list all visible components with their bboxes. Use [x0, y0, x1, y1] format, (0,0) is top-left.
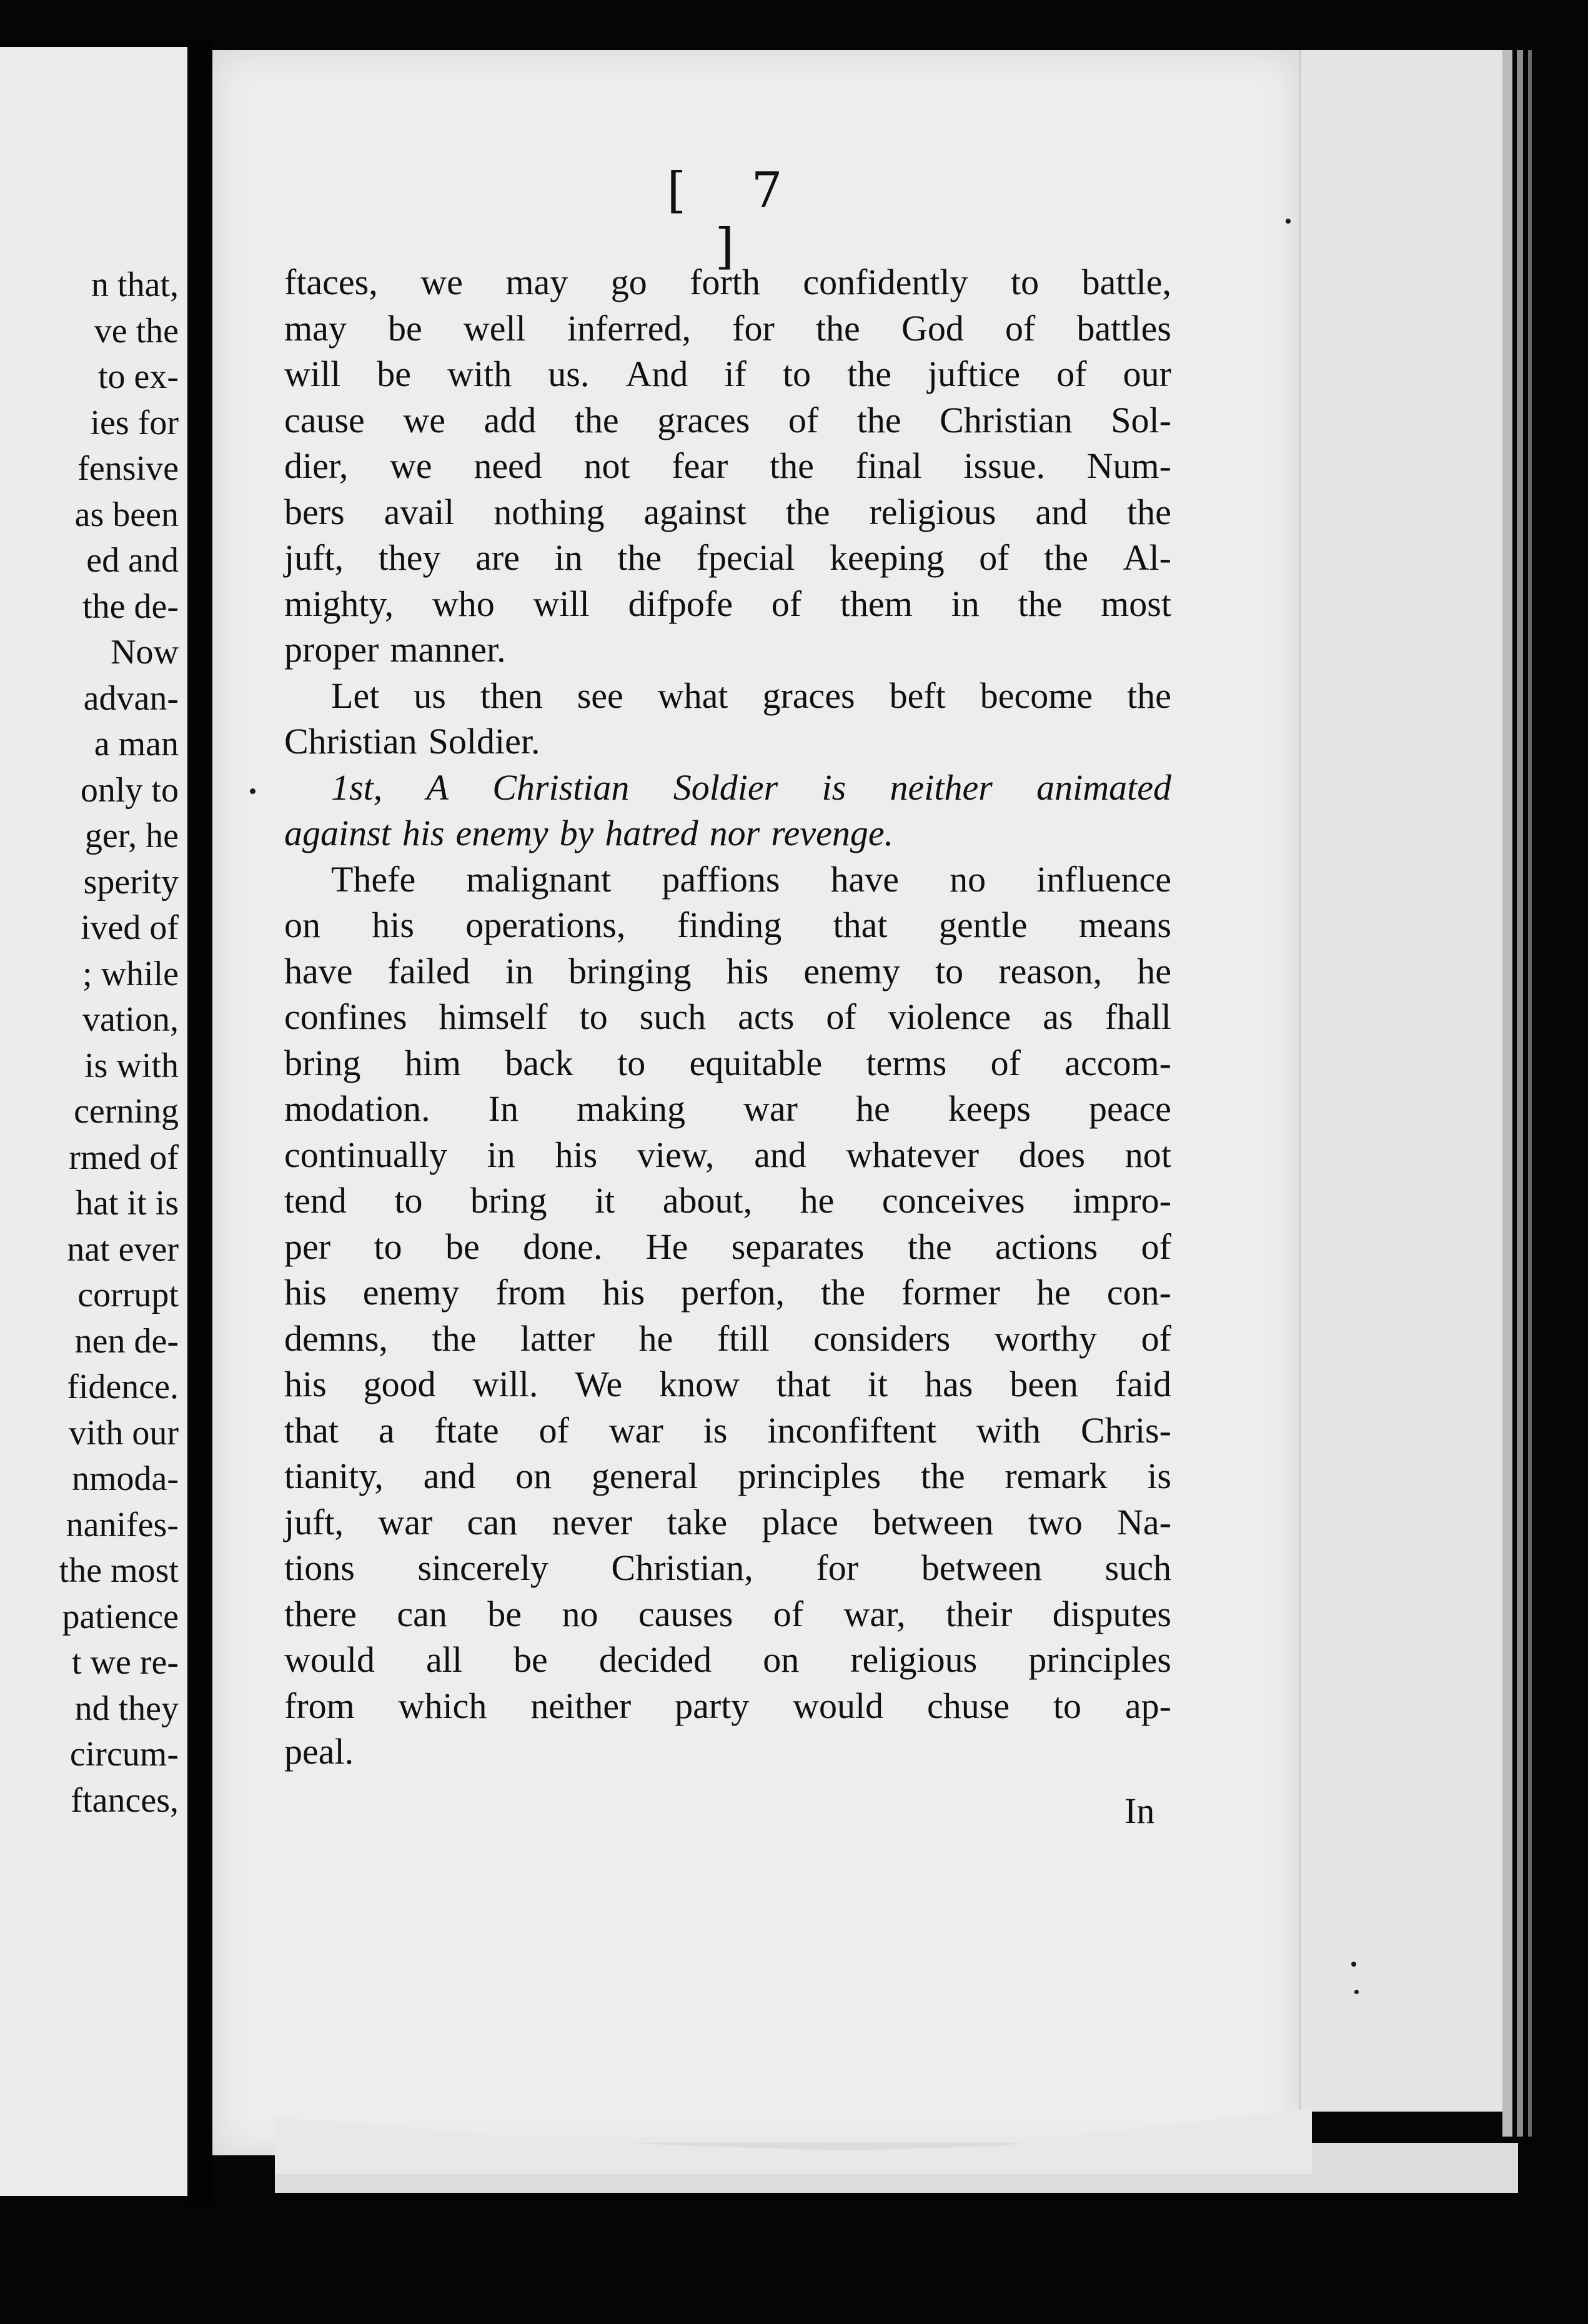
- left-page-line: vation,: [82, 1000, 179, 1039]
- left-page-line: fensive: [77, 449, 179, 488]
- text-line: on his operations, finding that gentle means: [284, 905, 1171, 945]
- text-line: may be well inferred, for the God of battles: [284, 307, 1171, 349]
- margin-mark: [1286, 219, 1291, 224]
- margin-mark: [1351, 1962, 1356, 1967]
- left-page-line: corrupt: [77, 1276, 179, 1314]
- page-edge: [1517, 50, 1523, 2137]
- left-page-line: ived of: [80, 908, 179, 947]
- margin-mark: [250, 788, 256, 794]
- text-line: demns, the latter he ftill considers worthy of: [284, 1318, 1171, 1359]
- right-page-margin: [1299, 50, 1504, 2112]
- left-page-line: only to: [80, 770, 179, 810]
- text-line: bers avail nothing against the religious and the: [284, 491, 1171, 532]
- text-line: his good will. We know that it has been faid: [284, 1364, 1171, 1404]
- left-page-line: nanifes-: [66, 1505, 179, 1544]
- left-page-line: patience: [62, 1597, 179, 1636]
- text-line: continually in his view, and whatever does not: [284, 1134, 1171, 1175]
- text-line: ftaces, we may go forth confidently to battle,: [284, 262, 1171, 302]
- left-page-line: t we re-: [71, 1643, 179, 1682]
- text-line: from which neither party would chuse to ap-: [284, 1685, 1171, 1726]
- left-page-line: nd they: [74, 1689, 179, 1728]
- text-line: his enemy from his perfon, the former he con-: [284, 1272, 1171, 1313]
- left-page-line: Now: [111, 633, 179, 672]
- page-edge: [1528, 50, 1532, 2137]
- text-line: against his enemy by hatred nor revenge.: [284, 813, 894, 853]
- text-line: cause we add the graces of the Christian Sol-: [284, 399, 1171, 440]
- text-line: that a ftate of war is inconfiftent with Chris-: [284, 1409, 1171, 1451]
- left-page-line: ftances,: [71, 1780, 179, 1820]
- left-page-line: to ex-: [97, 357, 179, 396]
- left-page-line: the de-: [82, 587, 179, 626]
- left-page-line: fidence.: [67, 1368, 179, 1406]
- left-page-line: as been: [74, 495, 179, 534]
- left-page-line: is with: [84, 1046, 179, 1085]
- text-line: per to be done. He separates the actions of: [284, 1226, 1171, 1267]
- left-page-line: ; while: [82, 954, 179, 993]
- left-page-line: ies for: [90, 403, 179, 442]
- left-page-line: ger, he: [84, 817, 179, 855]
- text-line: Let us then see what graces beft become the: [331, 675, 1171, 716]
- left-page-line: n that,: [91, 266, 179, 304]
- text-line: Christian Soldier.: [284, 721, 540, 762]
- text-line: tions sincerely Christian, for between such: [284, 1547, 1171, 1588]
- left-page-line: advan-: [83, 678, 179, 718]
- left-page-line: nat ever: [67, 1229, 179, 1269]
- margin-mark: [1354, 1990, 1359, 1994]
- left-page-line: cerning: [74, 1092, 179, 1131]
- left-page-line: vith our: [69, 1413, 179, 1452]
- text-line: modation. In making war he keeps peace: [284, 1088, 1171, 1129]
- text-line: confines himself to such acts of violence as fhall: [284, 996, 1171, 1037]
- text-line: there can be no causes of war, their disputes: [284, 1593, 1171, 1634]
- text-line: juft, they are in the fpecial keeping of the Al-: [284, 537, 1171, 578]
- text-line: peal.: [284, 1731, 354, 1772]
- catchword: In: [1124, 1790, 1155, 1831]
- text-line: juft, war can never take place between two Na-: [284, 1501, 1171, 1542]
- text-line: will be with us. And if to the juftice of our: [284, 354, 1171, 394]
- left-page-line: circum-: [69, 1735, 179, 1774]
- left-page-line: sperity: [83, 862, 179, 901]
- left-page-text: [59, 262, 179, 1824]
- left-page-line: a man: [94, 725, 179, 763]
- left-page-line: hat it is: [76, 1184, 179, 1223]
- text-line: tend to bring it about, he conceives impro-: [284, 1180, 1171, 1221]
- left-page-line: nen de-: [74, 1321, 179, 1361]
- text-line: 1st, A Christian Soldier is neither animated: [331, 767, 1171, 808]
- left-page-line: the most: [59, 1551, 179, 1590]
- page-number: [ 7 ]: [667, 162, 808, 275]
- left-page-line: rmed of: [69, 1138, 179, 1177]
- text-line: bring him back to equitable terms of accom-: [284, 1042, 1171, 1083]
- text-line: dier, we need not fear the final issue. Num-: [284, 445, 1171, 486]
- left-facing-page: [0, 47, 191, 2196]
- text-line: mighty, who will difpofe of them in the most: [284, 583, 1171, 624]
- page-edge: [1502, 50, 1512, 2137]
- text-line: proper manner.: [284, 629, 506, 670]
- left-page-line: nmoda-: [71, 1459, 179, 1498]
- text-line: would all be decided on religious principles: [284, 1639, 1171, 1680]
- text-line: Thefe malignant paffions have no influence: [331, 858, 1171, 900]
- book-gutter: [187, 37, 212, 2205]
- left-page-line: ve the: [94, 311, 179, 350]
- left-page-line: ed and: [86, 541, 179, 580]
- text-line: tianity, and on general principles the remark is: [284, 1456, 1171, 1496]
- text-line: have failed in bringing his enemy to reason, he: [284, 950, 1171, 991]
- body-text: [284, 259, 1171, 1775]
